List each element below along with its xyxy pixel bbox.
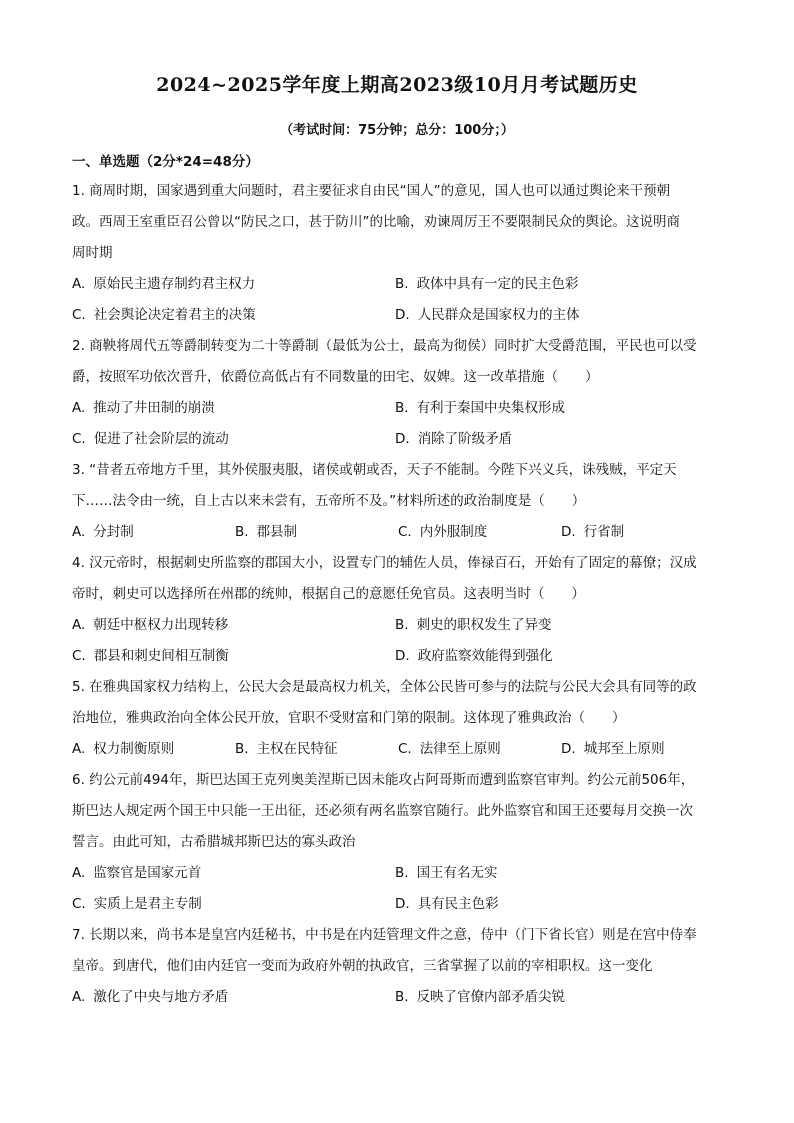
- option-a[interactable]: A. 激化了中央与地方矛盾: [72, 989, 229, 1005]
- option-b[interactable]: B. 国王有名无实: [395, 865, 498, 881]
- option-c[interactable]: C. 法律至上原则: [398, 741, 501, 757]
- option-c[interactable]: C. 实质上是君主专制: [72, 896, 202, 912]
- option-b[interactable]: B. 有利于秦国中央集权形成: [395, 400, 566, 416]
- option-c[interactable]: C. 郡县和刺史间相互制衡: [72, 648, 229, 664]
- option-d[interactable]: D. 人民群众是国家权力的主体: [395, 307, 580, 323]
- option-d[interactable]: D. 具有民主色彩: [395, 896, 499, 912]
- options-row: [72, 522, 727, 553]
- options-row: [72, 987, 727, 1018]
- question-3-text-line: 3. “昔者五帝地方千里，其外侯服夷服，诸侯或朝或否，天子不能制。今陛下兴义兵，诛残贼，平定天: [72, 462, 677, 478]
- options-row: [72, 274, 727, 305]
- option-d[interactable]: D. 行省制: [561, 524, 625, 540]
- question-7-text-line: 皇帝。到唐代，他们由内廷官一变而为政府外朝的执政官，三省掌握了以前的宰相职权。这一变化: [72, 958, 653, 974]
- question-6-text-line: 斯巴达人规定两个国王中只能一王出征，还必须有两名监察官随行。此外监察官和国王还要每月交换一次: [72, 803, 693, 819]
- options-row: [72, 615, 727, 646]
- question-4-text-line: 帝时，刺史可以选择所在州郡的统帅，根据自己的意愿任免官员。这表明当时（ ）: [72, 586, 585, 602]
- option-d[interactable]: D. 政府监察效能得到强化: [395, 648, 553, 664]
- question-3-text-line: 下……法令由一统，自上古以来未尝有，五帝所不及。”材料所述的政治制度是（ ）: [72, 493, 586, 509]
- question-2-text-line: 2. 商鞅将周代五等爵制转变为二十等爵制（最低为公士，最高为彻侯）同时扩大受爵范围，平民也可以受: [72, 338, 697, 354]
- option-b[interactable]: B. 郡县制: [235, 524, 298, 540]
- option-b[interactable]: B. 政体中具有一定的民主色彩: [395, 276, 579, 292]
- question-1-body: [72, 181, 727, 1018]
- option-a[interactable]: A. 原始民主遗存制约君主权力: [72, 276, 256, 292]
- option-a[interactable]: A. 权力制衡原则: [72, 741, 175, 757]
- option-c[interactable]: C. 内外服制度: [398, 524, 488, 540]
- section-heading: 一、单选题（2分*24=48分）: [72, 154, 259, 170]
- options-row: [72, 646, 727, 677]
- options-row: [72, 429, 727, 460]
- option-a[interactable]: A. 朝廷中枢权力出现转移: [72, 617, 229, 633]
- question-6-text-line: 誓言。由此可知，古希腊城邦斯巴达的寡头政治: [72, 834, 356, 850]
- question-6-text-line: 6. 约公元前494年，斯巴达国王克列奥美涅斯已因未能攻占阿哥斯而遭到监察官审判。约公元前506年，: [72, 772, 695, 788]
- question-2-text-line: 爵，按照军功依次晋升，依爵位高低占有不同数量的田宅、奴婢。这一改革措施（ ）: [72, 369, 599, 385]
- question-7-text-line: 7. 长期以来，尚书本是皇宫内廷秘书，中书是在内廷管理文件之意，侍中（门下省长官）则是在宫中侍奉: [72, 927, 697, 943]
- options-row: [72, 305, 727, 336]
- options-row: [72, 739, 727, 770]
- options-row: [72, 863, 727, 894]
- option-b[interactable]: B. 刺史的职权发生了异变: [395, 617, 552, 633]
- question-5-text-line: 5. 在雅典国家权力结构上，公民大会是最高权力机关，全体公民皆可参与的法院与公民大会具有同等的政: [72, 679, 697, 695]
- option-a[interactable]: A. 推动了井田制的崩溃: [72, 400, 215, 416]
- question-5-text-line: 治地位，雅典政治向全体公民开放，官职不受财富和门第的限制。这体现了雅典政治（ ）: [72, 710, 626, 726]
- question-text-line: 政。西周王室重臣召公曾以“防民之口，甚于防川”的比喻，劝谏周厉王不要限制民众的舆论。这说明商: [72, 214, 680, 230]
- options-row: [72, 894, 727, 925]
- option-a[interactable]: A. 分封制: [72, 524, 134, 540]
- question-4-text-line: 4. 汉元帝时，根据刺史所监察的郡国大小，设置专门的辅佐人员，俸禄百石，开始有了固定的幕僚；汉成: [72, 555, 697, 571]
- option-d[interactable]: D. 消除了阶级矛盾: [395, 431, 513, 447]
- question-text-line: 周时期: [72, 245, 113, 261]
- options-row: [72, 398, 727, 429]
- option-c[interactable]: C. 促进了社会阶层的流动: [72, 431, 229, 447]
- question-text: [72, 152, 727, 183]
- question-text-line: 1. 商周时期，国家遇到重大问题时，君主要征求自由民“国人”的意见，国人也可以通过舆论来干预朝: [72, 183, 671, 199]
- option-b[interactable]: B. 反映了官僚内部矛盾尖锐: [395, 989, 566, 1005]
- question-1: [72, 152, 727, 183]
- page-title: 2024~2025学年度上期高2023级10月月考试题历史: [156, 74, 638, 96]
- option-d[interactable]: D. 城邦至上原则: [561, 741, 665, 757]
- option-a[interactable]: A. 监察官是国家元首: [72, 865, 202, 881]
- option-b[interactable]: B. 主权在民特征: [235, 741, 338, 757]
- exam-info: （考试时间：75分钟；总分：100分；）: [280, 123, 514, 138]
- option-c[interactable]: C. 社会舆论决定着君主的决策: [72, 307, 256, 323]
